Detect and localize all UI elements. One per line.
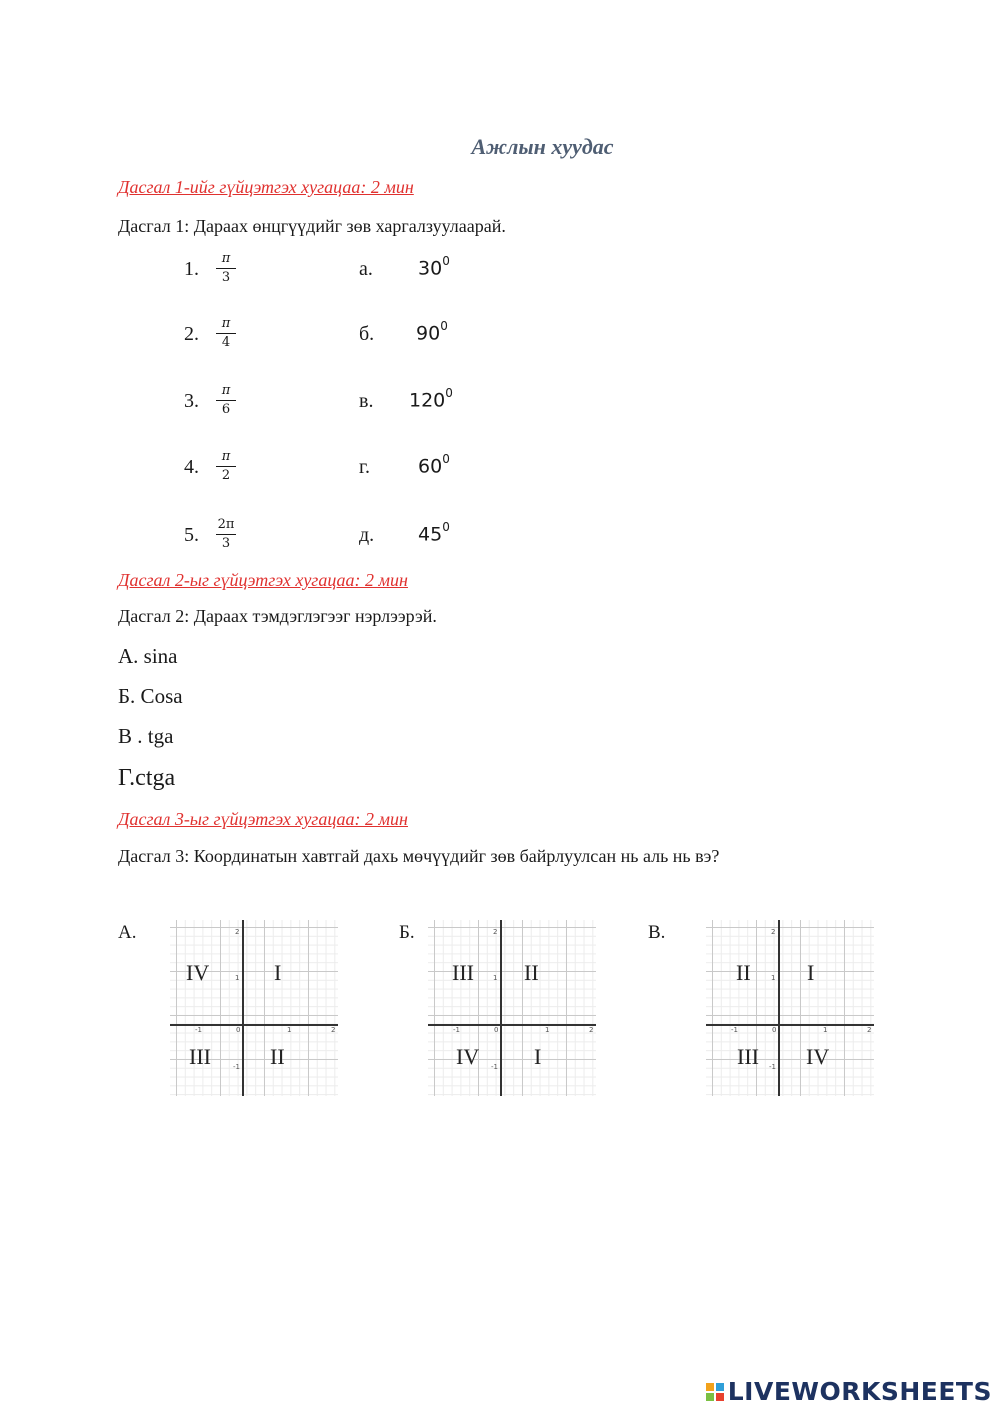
option-a-label: А. (118, 922, 137, 943)
quadrant-top-right: I (807, 960, 815, 985)
choice-letter: г. (359, 456, 370, 478)
quadrant-bottom-right: II (270, 1044, 285, 1069)
fraction-pi-over-4: π 4 (214, 316, 238, 350)
fraction-pi-over-6: π 6 (214, 383, 238, 417)
liveworksheets-logo[interactable] (706, 1377, 992, 1406)
choice-letter: д. (359, 524, 375, 546)
quadrant-top-left: II (736, 960, 751, 985)
fraction-pi-over-3: π 3 (214, 251, 238, 285)
quadrant-bottom-left: III (737, 1044, 759, 1069)
choice-letter: а. (359, 258, 373, 280)
quadrant-bottom-left: IV (456, 1044, 480, 1069)
item-number: 4. (184, 456, 199, 478)
quadrant-bottom-left: III (189, 1044, 211, 1069)
coordinate-grid-v: -1 0 1 2 2 1 -1 II I III IV (706, 920, 874, 1096)
degree-value: $30^0$ (418, 254, 450, 280)
quadrant-bottom-right: I (534, 1044, 542, 1069)
coordinate-grid-a: -1 0 1 2 2 1 -1 IV I III II (170, 920, 338, 1096)
exercise3-instruction: Дасгал 3: Координатын хавтгай дахь мөчүүдийг зөв байрлуулсан нь аль нь вэ? (118, 846, 720, 866)
notation-item: Г.ctga (118, 765, 176, 791)
page-title: Ажлын хуудас (471, 134, 614, 159)
degree-value: $45^0$ (418, 520, 450, 546)
quadrant-top-right: II (524, 960, 539, 985)
exercise2-deadline: Дасгал 2-ыг гүйцэтгэх хугацаа: 2 мин (118, 570, 408, 590)
item-number: 5. (184, 524, 199, 546)
coordinate-grid-b: -1 0 1 2 2 1 -1 III II IV I (428, 920, 596, 1096)
quadrant-top-right: I (274, 960, 282, 985)
item-number: 3. (184, 390, 199, 412)
notation-item: Б. Cosa (118, 684, 183, 708)
choice-letter: б. (359, 323, 375, 345)
option-b-label: Б. (399, 922, 415, 943)
fraction-pi-over-2: π 2 (214, 449, 238, 483)
choice-letter: в. (359, 390, 374, 412)
item-number: 1. (184, 258, 199, 280)
quadrant-top-left: III (452, 960, 474, 985)
item-number: 2. (184, 323, 199, 345)
liveworksheets-mark-icon (706, 1383, 724, 1401)
brand-name: LIVEWORKSHEETS (727, 1377, 992, 1406)
option-v-label: В. (648, 922, 666, 943)
notation-item: А. sina (118, 644, 178, 668)
exercise3-deadline: Дасгал 3-ыг гүйцэтгэх хугацаа: 2 мин (118, 809, 408, 829)
exercise1-deadline: Дасгал 1-ийг гүйцэтгэх хугацаа: 2 мин (118, 177, 414, 197)
quadrant-bottom-right: IV (806, 1044, 830, 1069)
degree-value: $90^0$ (416, 319, 448, 345)
exercise2-instruction: Дасгал 2: Дараах тэмдэглэгээг нэрлээрэй. (118, 606, 437, 626)
exercise1-instruction: Дасгал 1: Дараах өнцгүүдийг зөв харгалзуулаарай. (118, 216, 506, 236)
notation-item: В . tga (118, 724, 174, 748)
degree-value: $60^0$ (418, 452, 450, 478)
fraction-2pi-over-3: 2π 3 (217, 517, 235, 551)
quadrant-top-left: IV (186, 960, 210, 985)
degree-value: $120^0$ (409, 386, 453, 412)
